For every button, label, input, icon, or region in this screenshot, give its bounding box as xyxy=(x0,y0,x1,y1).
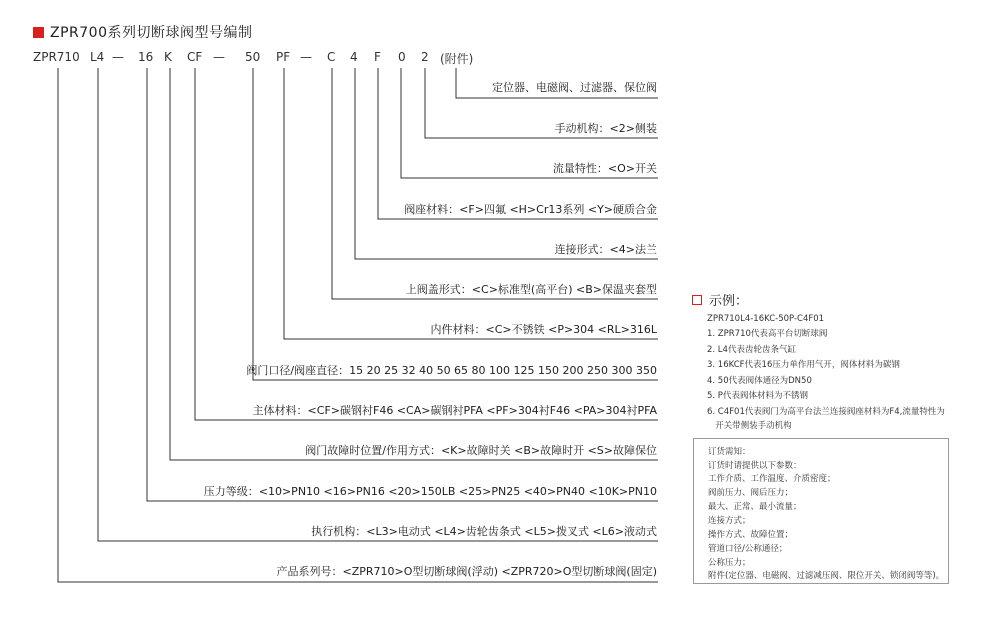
note-line: 操作方式、故障位置； xyxy=(708,530,794,540)
connector-bonnet xyxy=(332,68,658,299)
desc-trim: 内件材料：<C>不锈铁 <P>304 <RL>316L xyxy=(430,323,657,336)
note-line: 订货时请提供以下参数： xyxy=(708,461,802,471)
title-text: ZPR700系列切断球阀型号编制 xyxy=(50,25,253,41)
code-flow: 0 xyxy=(398,50,406,64)
note-line: 工作介质、工作温度、介质密度； xyxy=(708,474,836,484)
code-bonnet: C xyxy=(327,50,336,64)
code-connection: 4 xyxy=(350,50,358,64)
code-seat: F xyxy=(374,50,381,64)
desc-fault-mode: 阀门故障时位置/作用方式：<K>故障时关 <B>故障时开 <S>故障保位 xyxy=(305,444,657,457)
code-pressure: 16 xyxy=(138,50,154,64)
code-body-material: CF xyxy=(187,50,203,64)
note-line: 公称压力； xyxy=(708,558,751,568)
note-line: 最大、正常、最小流量； xyxy=(708,502,802,512)
example-line: 2. L4代表齿轮齿条气缸 xyxy=(707,345,796,355)
code-trim: PF xyxy=(276,50,291,64)
desc-accessories: 定位器、电磁阀、过滤器、保位阀 xyxy=(492,81,657,94)
example-line: 6. C4F01代表阀门为高平台法兰连接阀座材料为F4,流量特性为 xyxy=(707,407,945,417)
example-line: 开关带侧装手动机构 xyxy=(707,421,792,431)
note-line: 订货需知： xyxy=(708,447,751,457)
example-line: 5. P代表阀体材料为不锈钢 xyxy=(707,391,808,401)
example-heading xyxy=(692,290,748,309)
desc-body-material: 主体材料：<CF>碳钢衬F46 <CA>碳钢衬PFA <PF>304衬F46 <PA>304衬PFA xyxy=(252,404,657,417)
desc-bonnet: 上阀盖形式：<C>标准型(高平台) <B>保温夹套型 xyxy=(405,283,657,296)
code-dash: — xyxy=(112,50,124,64)
note-line: 附件(定位器、电磁阀、过滤减压阀、限位开关、锁闭阀等等)。 xyxy=(708,571,945,581)
example-title: 示例： xyxy=(709,294,749,309)
code-actuator: L4 xyxy=(90,50,105,64)
desc-connection: 连接形式：<4>法兰 xyxy=(554,243,657,256)
example-line: 1. ZPR710代表高平台切断球阀 xyxy=(707,329,828,339)
note-line: 阀前压力、阀后压力； xyxy=(708,488,794,498)
note-line: 连接方式； xyxy=(708,516,751,526)
example-line: 3. 16KCF代表16压力单作用气开，阀体材料为碳钢 xyxy=(707,360,900,370)
code-dash: — xyxy=(300,50,312,64)
desc-flow: 流量特性：<O>开关 xyxy=(552,162,657,175)
example-line: 4. 50代表阀体通径为DN50 xyxy=(707,376,812,386)
code-fault-mode: K xyxy=(164,50,172,64)
code-manual: 2 xyxy=(421,50,429,64)
example-line: ZPR710L4-16KC-50P-C4F01 xyxy=(707,314,825,324)
desc-pressure: 压力等级：<10>PN10 <16>PN16 <20>150LB <25>PN25 <40>PN40 <10K>PN10 xyxy=(203,485,657,498)
desc-manual: 手动机构：<2>侧装 xyxy=(554,122,657,135)
code-accessories: (附件) xyxy=(440,52,474,66)
desc-seat: 阀座材料：<F>四氟 <H>Cr13系列 <Y>硬质合金 xyxy=(404,203,657,216)
code-dash: — xyxy=(213,50,225,64)
example-marker xyxy=(692,295,702,305)
code-series: ZPR710 xyxy=(33,50,80,64)
note-line: 管道口径/公称通径； xyxy=(708,544,788,554)
desc-series: 产品系列号：<ZPR710>O型切断球阀(浮动) <ZPR720>O型切断球阀(固定) xyxy=(276,565,657,578)
desc-size: 阀门口径/阀座直径：15 20 25 32 40 50 65 80 100 125 150 200 250 300 350 xyxy=(246,364,657,377)
code-size: 50 xyxy=(245,50,261,64)
desc-actuator: 执行机构：<L3>电动式 <L4>齿轮齿条式 <L5>拨叉式 <L6>液动式 xyxy=(311,525,657,538)
